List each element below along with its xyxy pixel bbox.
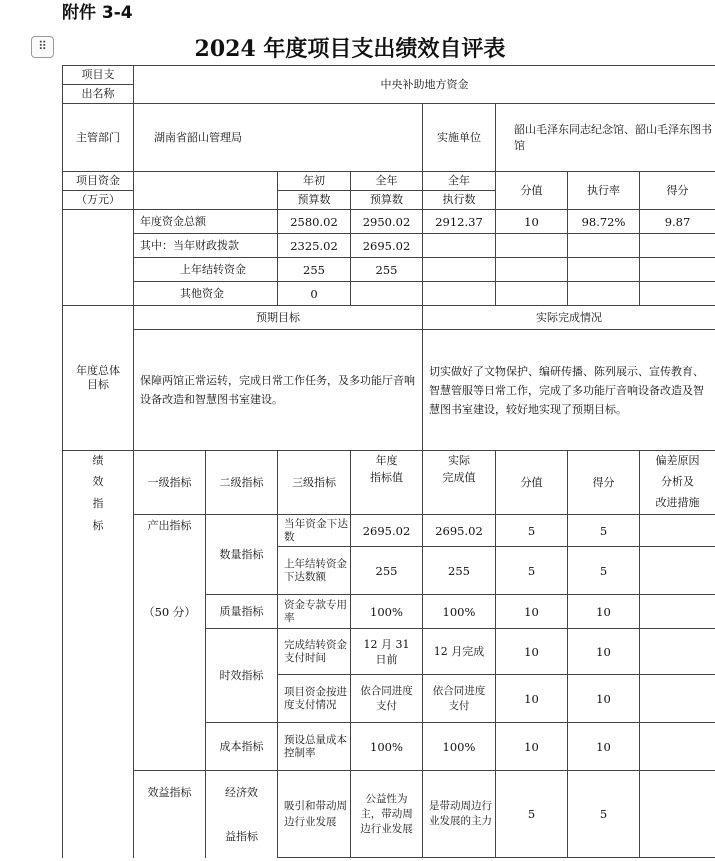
funds-got	[640, 258, 715, 282]
funds-score	[496, 234, 568, 258]
level3-header: 三级指标	[278, 451, 351, 515]
goals-label-line: 年度总体	[76, 364, 120, 377]
indicator-side-blank	[63, 771, 134, 816]
target-cell: 12 月 31 日前	[351, 629, 423, 675]
actual-cell: 2695.02	[423, 515, 496, 547]
impl-value: 韶山毛泽东同志纪念馆、韶山毛泽东图书馆	[496, 104, 715, 172]
dept-label: 主管部门	[63, 104, 134, 172]
funds-row-name: 上年结转资金	[134, 258, 278, 282]
score-cell: 5	[496, 515, 568, 547]
target-cell: 2695.02	[351, 515, 423, 547]
funds-exec: 2912.37	[423, 210, 496, 234]
initial-header-2: 预算数	[278, 191, 351, 210]
deviation-header-3: 改进措施	[640, 493, 715, 515]
funds-empty-header	[134, 172, 278, 210]
score-cell: 5	[496, 547, 568, 595]
funds-got: 9.87	[640, 210, 715, 234]
score-cell: 10	[496, 629, 568, 675]
initial-header: 年初	[278, 172, 351, 191]
funds-rate	[568, 258, 640, 282]
target-cell: 100%	[351, 595, 423, 629]
timeliness-label: 时效指标	[206, 629, 278, 723]
target-cell: 依合同进度支付	[351, 675, 423, 723]
got-cell: 5	[568, 515, 640, 547]
output-blank	[134, 629, 206, 675]
actual-cell: 100%	[423, 723, 496, 771]
deviation-cell	[640, 675, 715, 723]
got-cell: 10	[568, 723, 640, 771]
project-name-value: 中央补助地方资金	[134, 66, 715, 104]
output-label: 产出指标	[134, 515, 206, 547]
funds-side	[63, 210, 134, 234]
actual-cell: 12 月完成	[423, 629, 496, 675]
target-header-2: 指标值	[351, 471, 423, 515]
level3-cell: 资金专款专用率	[278, 595, 351, 629]
score-header: 分值	[496, 172, 568, 210]
deviation-header-2: 分析及	[640, 471, 715, 493]
funds-score	[496, 282, 568, 306]
funds-side	[63, 258, 134, 282]
table-move-handle-icon[interactable]: ⠿	[31, 36, 54, 58]
level3-cell: 吸引和带动周边行业发展	[278, 771, 351, 858]
deviation-cell	[640, 515, 715, 547]
indicator-side-char: 绩	[63, 451, 134, 471]
indicator-side-char: 指	[63, 493, 134, 515]
quantity-label: 数量指标	[206, 515, 278, 595]
indicator-side-blank	[63, 675, 134, 723]
got-cell: 5	[568, 771, 640, 858]
funds-annual: 2950.02	[351, 210, 423, 234]
output-blank	[134, 723, 206, 771]
funds-rate: 98.72%	[568, 210, 640, 234]
expected-goal-text: 保障两馆正常运转，完成日常工作任务，及多功能厅音响设备改造和智慧图书室建设。	[134, 330, 423, 451]
target-cell: 100%	[351, 723, 423, 771]
funds-label: 项目资金	[63, 172, 134, 191]
funds-got	[640, 282, 715, 306]
funds-score: 10	[496, 210, 568, 234]
level3-cell: 项目资金按进度支付情况	[278, 675, 351, 723]
ind-score-header: 分值	[496, 451, 568, 515]
funds-initial: 2580.02	[278, 210, 351, 234]
actual-cell: 100%	[423, 595, 496, 629]
funds-score	[496, 258, 568, 282]
actual-goal-text: 切实做好了文物保护、编研传播、陈列展示、宣传教育、智慧管服等日常工作，完成了多功能厅音响设备改造及智慧图书室建设，较好地实现了预期目标。	[423, 330, 715, 451]
cost-label: 成本指标	[206, 723, 278, 771]
exec-header-2: 执行数	[423, 191, 496, 210]
economic-label: 经济效	[206, 771, 278, 816]
deviation-cell	[640, 629, 715, 675]
funds-got	[640, 234, 715, 258]
funds-annual: 2695.02	[351, 234, 423, 258]
funds-initial: 2325.02	[278, 234, 351, 258]
score-cell: 10	[496, 675, 568, 723]
actual-goal-header: 实际完成情况	[423, 306, 715, 330]
deviation-cell	[640, 595, 715, 629]
level3-cell: 上年结转资金下达数额	[278, 547, 351, 595]
funds-row-name: 其他资金	[134, 282, 278, 306]
score-cell: 10	[496, 595, 568, 629]
got-header: 得分	[640, 172, 715, 210]
ind-got-header: 得分	[568, 451, 640, 515]
target-header: 年度	[351, 451, 423, 471]
indicator-side-blank	[63, 547, 134, 595]
indicator-side-char: 标	[63, 515, 134, 547]
quality-label: 质量指标	[206, 595, 278, 629]
benefit-blank	[134, 816, 206, 858]
rate-header: 执行率	[568, 172, 640, 210]
level3-cell: 当年资金下达数	[278, 515, 351, 547]
funds-exec	[423, 258, 496, 282]
annual-header: 全年	[351, 172, 423, 191]
actual-cell: 255	[423, 547, 496, 595]
expected-goal-header: 预期目标	[134, 306, 423, 330]
score-cell: 10	[496, 723, 568, 771]
attachment-label: 附件 3-4	[62, 3, 133, 23]
funds-annual	[351, 282, 423, 306]
got-cell: 10	[568, 629, 640, 675]
funds-label-2: （万元）	[63, 191, 134, 210]
level3-cell: 完成结转资金支付时间	[278, 629, 351, 675]
target-cell: 公益性为主，带动周边行业发展	[351, 771, 423, 858]
actual-cell: 是带动周边行业发展的主力	[423, 771, 496, 858]
output-blank	[134, 675, 206, 723]
level2-header: 二级指标	[206, 451, 278, 515]
deviation-header: 偏差原因	[640, 451, 715, 471]
indicator-side-blank	[63, 816, 134, 858]
indicator-side-blank	[63, 595, 134, 629]
page-title: 2024 年度项目支出绩效自评表	[194, 36, 506, 62]
target-cell: 255	[351, 547, 423, 595]
funds-initial: 255	[278, 258, 351, 282]
dept-value: 湖南省韶山管理局	[134, 104, 423, 172]
indicator-side-blank	[63, 723, 134, 771]
funds-exec	[423, 234, 496, 258]
project-name-label: 项目支	[63, 66, 134, 85]
funds-rate	[568, 234, 640, 258]
score-cell: 5	[496, 771, 568, 858]
actual-cell: 依合同进度支付	[423, 675, 496, 723]
funds-row-name: 年度资金总额	[134, 210, 278, 234]
funds-side	[63, 234, 134, 258]
actual-header: 实际	[423, 451, 496, 471]
funds-side	[63, 282, 134, 306]
project-name-label-2: 出名称	[63, 85, 134, 104]
exec-header: 全年	[423, 172, 496, 191]
actual-header-2: 完成值	[423, 471, 496, 515]
goals-label	[63, 306, 134, 451]
impl-label: 实施单位	[423, 104, 496, 172]
annual-header-2: 预算数	[351, 191, 423, 210]
funds-exec	[423, 282, 496, 306]
deviation-cell	[640, 771, 715, 858]
output-points: （50 分）	[134, 595, 206, 629]
funds-initial: 0	[278, 282, 351, 306]
goals-label-line: 目标	[87, 378, 109, 391]
got-cell: 5	[568, 547, 640, 595]
level3-cell: 预设总量成本控制率	[278, 723, 351, 771]
output-blank	[134, 547, 206, 595]
deviation-cell	[640, 723, 715, 771]
got-cell: 10	[568, 595, 640, 629]
indicator-side-char: 效	[63, 471, 134, 493]
funds-rate	[568, 282, 640, 306]
evaluation-table	[62, 65, 715, 858]
indicator-side-blank	[63, 629, 134, 675]
benefit-label: 效益指标	[134, 771, 206, 816]
level1-header: 一级指标	[134, 451, 206, 515]
got-cell: 10	[568, 675, 640, 723]
deviation-cell	[640, 547, 715, 595]
funds-row-name: 其中：当年财政拨款	[134, 234, 278, 258]
economic-label-2: 益指标	[206, 816, 278, 858]
funds-annual: 255	[351, 258, 423, 282]
